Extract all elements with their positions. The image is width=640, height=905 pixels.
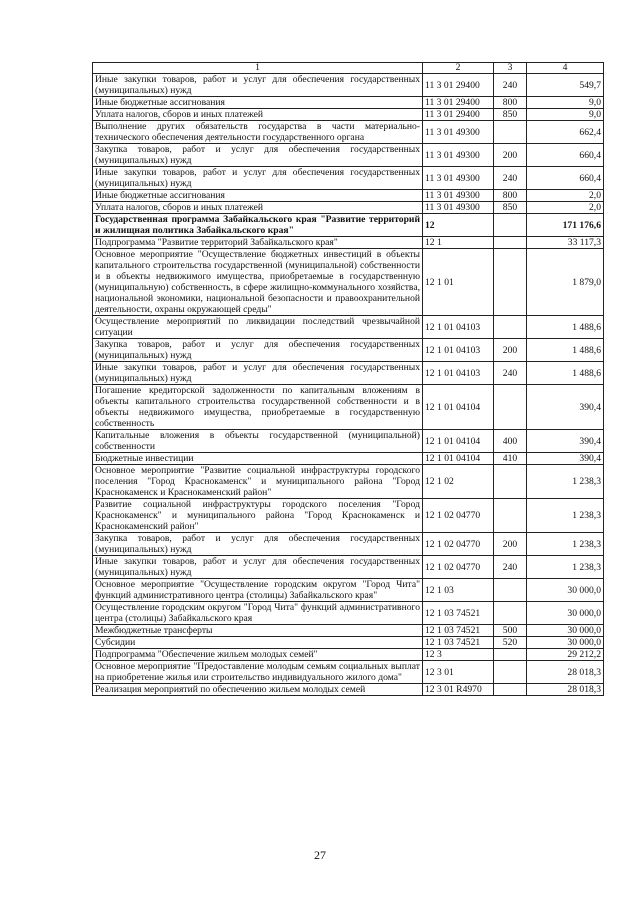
cell-code: 12 1 01 04104 (423, 453, 494, 465)
cell-name: Межбюджетные трансферты (93, 625, 423, 637)
cell-sum: 29 212,2 (527, 649, 604, 661)
cell-code: 12 1 01 (423, 249, 494, 316)
cell-name: Иные бюджетные ассигнования (93, 97, 423, 109)
cell-vr (494, 237, 527, 249)
cell-vr: 850 (494, 202, 527, 214)
cell-code: 12 1 01 04103 (423, 362, 494, 385)
table-row (93, 556, 604, 579)
table-row (93, 430, 604, 453)
table-row (93, 465, 604, 499)
table-body (93, 74, 604, 696)
cell-vr (494, 579, 527, 602)
column-header-sum: 4 (527, 63, 604, 74)
cell-vr (494, 249, 527, 316)
table-row (93, 602, 604, 625)
table-row (93, 579, 604, 602)
cell-sum: 1 238,3 (527, 556, 604, 579)
cell-sum: 1 238,3 (527, 533, 604, 556)
cell-vr (494, 499, 527, 533)
cell-vr: 240 (494, 74, 527, 97)
cell-code: 11 3 01 29400 (423, 74, 494, 97)
table-row (93, 533, 604, 556)
cell-code: 11 3 01 49300 (423, 144, 494, 167)
cell-code: 11 3 01 29400 (423, 109, 494, 121)
table-row (93, 684, 604, 696)
cell-code: 11 3 01 49300 (423, 202, 494, 214)
cell-name: Погашение кредиторской задолженности по капитальным вложениям в объекты капитального строительства государственной собственности и в объекты недвижимого имущества, приобретаемые в государственную собственность (93, 385, 423, 430)
table-row (93, 190, 604, 202)
cell-sum: 1 488,6 (527, 316, 604, 339)
cell-name: Подпрограмма "Развитие территорий Забайкальского края" (93, 237, 423, 249)
cell-name: Иные закупки товаров, работ и услуг для обеспечения государственных (муниципальных) нужд (93, 167, 423, 190)
cell-vr (494, 649, 527, 661)
table-row (93, 453, 604, 465)
cell-vr (494, 661, 527, 684)
cell-vr (494, 602, 527, 625)
cell-sum: 660,4 (527, 144, 604, 167)
cell-name: Иные закупки товаров, работ и услуг для обеспечения государственных (муниципальных) нужд (93, 74, 423, 97)
table-row (93, 74, 604, 97)
table-row (93, 249, 604, 316)
cell-name: Основное мероприятие "Осуществление бюджетных инвестиций в объекты капитального строительства государственной (муниципальной) собственности и в объекты недвижимого имущества, приобретаемые в государственную (муниципальную) собственность, в сфере жилищно-коммунального хозяйства, национальной экономики, национальной безопасности и правоохранительной деятельности, охраны окружающей среды" (93, 249, 423, 316)
cell-sum: 171 176,6 (527, 214, 604, 237)
cell-vr: 200 (494, 144, 527, 167)
table-row (93, 661, 604, 684)
cell-name: Бюджетные инвестиции (93, 453, 423, 465)
cell-sum: 549,7 (527, 74, 604, 97)
table-row (93, 97, 604, 109)
cell-sum: 30 000,0 (527, 579, 604, 602)
cell-name: Развитие социальной инфраструктуры городского поселения "Город Краснокаменск" и муниципального района "Город Краснокаменск и Краснокаменский район" (93, 499, 423, 533)
cell-name: Закупка товаров, работ и услуг для обеспечения государственных (муниципальных) нужд (93, 144, 423, 167)
cell-code: 12 3 01 R4970 (423, 684, 494, 696)
cell-name: Закупка товаров, работ и услуг для обеспечения государственных (муниципальных) нужд (93, 533, 423, 556)
cell-name: Уплата налогов, сборов и иных платежей (93, 109, 423, 121)
cell-code: 12 1 03 74521 (423, 637, 494, 649)
cell-name: Иные бюджетные ассигнования (93, 190, 423, 202)
cell-code: 12 1 03 74521 (423, 625, 494, 637)
table-row (93, 202, 604, 214)
cell-name: Подпрограмма "Обеспечение жильем молодых семей" (93, 649, 423, 661)
table-row (93, 167, 604, 190)
cell-sum: 390,4 (527, 430, 604, 453)
cell-name: Иные закупки товаров, работ и услуг для обеспечения государственных (муниципальных) нужд (93, 362, 423, 385)
cell-code: 12 3 01 (423, 661, 494, 684)
page-number: 27 (314, 848, 326, 862)
cell-name: Уплата налогов, сборов и иных платежей (93, 202, 423, 214)
cell-sum: 30 000,0 (527, 602, 604, 625)
cell-vr: 240 (494, 362, 527, 385)
cell-vr: 520 (494, 637, 527, 649)
column-header-code: 2 (423, 63, 494, 74)
cell-sum: 390,4 (527, 453, 604, 465)
cell-name: Основное мероприятие "Развитие социальной инфраструктуры городского поселения "Город Краснокаменск" и муниципального района "Город Краснокаменск и Краснокаменский район" (93, 465, 423, 499)
cell-sum: 2,0 (527, 190, 604, 202)
cell-code: 11 3 01 49300 (423, 167, 494, 190)
cell-code: 11 3 01 49300 (423, 190, 494, 202)
cell-sum: 9,0 (527, 109, 604, 121)
cell-code: 12 1 02 (423, 465, 494, 499)
cell-code: 12 1 (423, 237, 494, 249)
table-row (93, 385, 604, 430)
cell-code: 11 3 01 49300 (423, 121, 494, 144)
cell-name: Выполнение других обязательств государства в части материально-технического обеспечения деятельности государственного органа (93, 121, 423, 144)
cell-sum: 28 018,3 (527, 684, 604, 696)
cell-sum: 390,4 (527, 385, 604, 430)
cell-sum: 9,0 (527, 97, 604, 109)
table-row (93, 339, 604, 362)
cell-vr (494, 121, 527, 144)
budget-table (92, 62, 604, 696)
cell-sum: 1 879,0 (527, 249, 604, 316)
cell-name: Субсидии (93, 637, 423, 649)
cell-code: 11 3 01 29400 (423, 97, 494, 109)
table-row (93, 362, 604, 385)
cell-vr: 500 (494, 625, 527, 637)
cell-code: 12 1 03 74521 (423, 602, 494, 625)
cell-name: Капитальные вложения в объекты государственной (муниципальной) собственности (93, 430, 423, 453)
cell-code: 12 3 (423, 649, 494, 661)
cell-sum: 33 117,3 (527, 237, 604, 249)
cell-vr: 200 (494, 339, 527, 362)
table-row (93, 499, 604, 533)
cell-code: 12 1 02 04770 (423, 556, 494, 579)
cell-sum: 30 000,0 (527, 625, 604, 637)
cell-sum: 1 238,3 (527, 465, 604, 499)
cell-code: 12 1 03 (423, 579, 494, 602)
cell-sum: 662,4 (527, 121, 604, 144)
cell-name: Государственная программа Забайкальского края "Развитие территорий и жилищная политика Забайкальского края" (93, 214, 423, 237)
table-row (93, 637, 604, 649)
cell-name: Осуществление мероприятий по ликвидации последствий чрезвычайной ситуации (93, 316, 423, 339)
cell-code: 12 1 02 04770 (423, 533, 494, 556)
table-row (93, 121, 604, 144)
cell-vr: 200 (494, 533, 527, 556)
table-header-row (93, 63, 604, 74)
cell-code: 12 1 01 04104 (423, 430, 494, 453)
cell-name: Закупка товаров, работ и услуг для обеспечения государственных (муниципальных) нужд (93, 339, 423, 362)
cell-vr (494, 684, 527, 696)
cell-vr: 410 (494, 453, 527, 465)
table-row (93, 625, 604, 637)
cell-vr: 850 (494, 109, 527, 121)
cell-code: 12 1 01 04103 (423, 339, 494, 362)
cell-name: Основное мероприятие "Предоставление молодым семьям социальных выплат на приобретение жилья или строительство индивидуального жилого дома" (93, 661, 423, 684)
cell-vr: 800 (494, 97, 527, 109)
cell-name: Основное мероприятие "Осуществление городским округом "Город Чита" функций административного центра (столицы) Забайкальского края" (93, 579, 423, 602)
table-row (93, 237, 604, 249)
cell-code: 12 1 01 04104 (423, 385, 494, 430)
cell-vr: 240 (494, 167, 527, 190)
cell-sum: 1 488,6 (527, 362, 604, 385)
table-row (93, 214, 604, 237)
cell-code: 12 (423, 214, 494, 237)
table-row (93, 649, 604, 661)
cell-code: 12 1 01 04103 (423, 316, 494, 339)
cell-sum: 1 238,3 (527, 499, 604, 533)
cell-name: Иные закупки товаров, работ и услуг для обеспечения государственных (муниципальных) нужд (93, 556, 423, 579)
table-row (93, 316, 604, 339)
cell-name: Реализация мероприятий по обеспечению жильем молодых семей (93, 684, 423, 696)
cell-vr (494, 465, 527, 499)
column-header-vr: 3 (494, 63, 527, 74)
cell-sum: 2,0 (527, 202, 604, 214)
cell-code: 12 1 02 04770 (423, 499, 494, 533)
cell-vr: 400 (494, 430, 527, 453)
column-header-name: 1 (93, 63, 423, 74)
cell-name: Осуществление городским округом "Город Чита" функций административного центра (столицы) Забайкальского края (93, 602, 423, 625)
cell-vr: 240 (494, 556, 527, 579)
cell-vr: 800 (494, 190, 527, 202)
cell-vr (494, 316, 527, 339)
cell-sum: 660,4 (527, 167, 604, 190)
table-row (93, 109, 604, 121)
cell-sum: 28 018,3 (527, 661, 604, 684)
cell-sum: 30 000,0 (527, 637, 604, 649)
cell-vr (494, 214, 527, 237)
cell-sum: 1 488,6 (527, 339, 604, 362)
table-row (93, 144, 604, 167)
cell-vr (494, 385, 527, 430)
